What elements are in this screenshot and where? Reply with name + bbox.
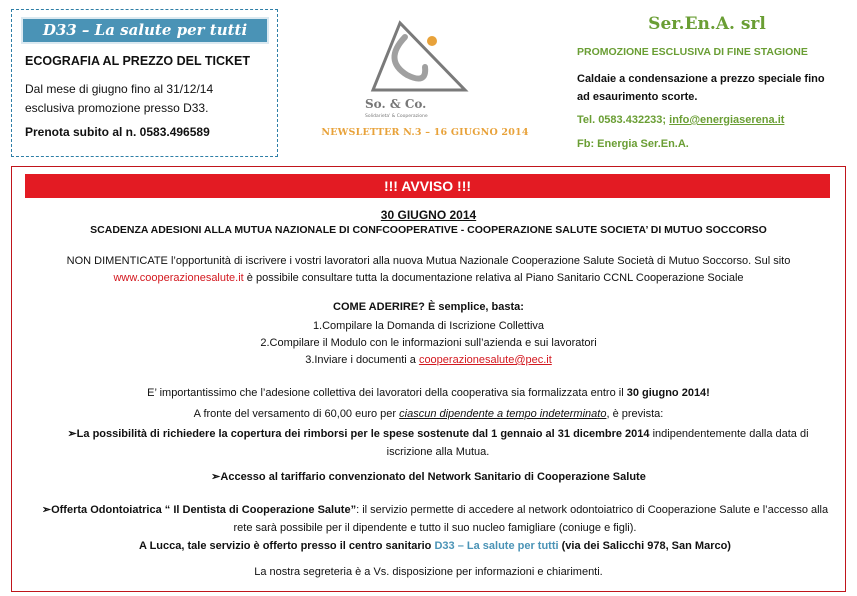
notice-date: 30 GIUGNO 2014 (380, 208, 477, 222)
serena-facebook: Fb: Energia Ser.En.A. (577, 138, 689, 150)
serena-promo: PROMOZIONE ESCLUSIVA DI FINE STAGIONE (577, 46, 808, 58)
benefit-1-text: indipendentemente dalla data di iscrizione alla Mutua. (386, 428, 809, 458)
benefit-dental (40, 501, 830, 555)
step-2: 2.Compilare il Modulo con le informazioni sull’azienda e sui lavoratori (260, 337, 597, 349)
fee-text-a: A fronte del versamento di 60,00 euro per (193, 408, 400, 420)
notice-deadline: SCADENZA ADESIONI ALLA MUTUA NAZIONALE DI CONFCOOPERATIVE - COOPERAZIONE SALUTE SOCIETA’ DI MUTUO SOCCORSO (90, 224, 767, 236)
fee-text-c: , è prevista: (606, 408, 664, 420)
important-text: E’ importantissimo che l’adesione collettiva dei lavoratori della cooperativa sia formalizzata entro il (147, 387, 627, 399)
d33-ad-box (11, 9, 278, 157)
logo-tagline: Solidarieta' & Cooperazione (365, 114, 428, 119)
serena-tel: Tel. 0583.432233; (577, 114, 667, 126)
benefit-3-address: (via dei Salicchi 978, San Marco) (558, 540, 731, 552)
important-note (12, 387, 845, 399)
serena-email-link[interactable]: info@energiaserena.it (669, 114, 785, 126)
benefit-reimbursement (48, 425, 828, 461)
notice-box (11, 166, 846, 592)
step-3: 3.Inviare i documenti a (305, 354, 419, 366)
d33-text-line1: Dal mese di giugno fino al 31/12/14 (25, 82, 214, 96)
d33-title: D33 – La salute per tutti (21, 17, 269, 44)
steps-list (12, 318, 845, 369)
closing-note: La nostra segreteria è a Vs. disposizione per informazioni e chiarimenti. (254, 566, 603, 578)
serena-title: Ser.En.A. srl (648, 14, 766, 34)
serena-contact (577, 114, 784, 126)
logo-brand: So. & Co. (365, 97, 427, 111)
benefit-1-bold: ➢La possibilità di richiedere la copertura dei rimborsi per le spese sostenute dal 1 gennaio al 31 dicembre 2014 (67, 428, 650, 440)
notice-intro (12, 253, 845, 287)
pec-email-link[interactable]: cooperazionesalute@pec.it (418, 354, 552, 366)
benefit-3-lucca: A Lucca, tale servizio è offerto presso il centro sanitario (139, 540, 435, 552)
so-co-logo (345, 15, 495, 120)
cooperazione-site-link[interactable]: www.cooperazionesalute.it (113, 272, 244, 284)
newsletter-label: NEWSLETTER N.3 – 16 GIUGNO 2014 (321, 127, 529, 138)
avviso-banner: !!! AVVISO !!! (25, 174, 830, 198)
how-to-heading: COME ADERIRE? È semplice, basta: (333, 301, 524, 313)
intro-text: NON DIMENTICATE l’opportunità di iscrivere i vostri lavoratori alla nuova Mutua Nazionale Cooperazione Salute Società di Mutuo Soccorso. Sul sito (66, 255, 791, 267)
d33-text (25, 80, 270, 118)
intro-text-2: è possibile consultare tutta la documentazione relativa al Piano Sanitario CCNL Cooperazione Sociale (243, 272, 744, 284)
step-1: 1.Compilare la Domanda di Iscrizione Collettiva (312, 320, 545, 332)
serena-body: Caldaie a condensazione a prezzo speciale fino ad esaurimento scorte. (577, 73, 825, 103)
d33-subtitle: ECOGRAFIA AL PREZZO DEL TICKET (25, 54, 251, 68)
important-date: 30 giugno 2014! (626, 387, 710, 399)
benefit-network: ➢Accesso al tariffario convenzionato del Network Sanitario di Cooperazione Salute (211, 471, 646, 483)
d33-phone: Prenota subito al n. 0583.496589 (25, 125, 210, 139)
fee-text-b: ciascun dipendente a tempo indeterminato (399, 408, 607, 420)
d33-text-line2: esclusiva promozione presso D33. (25, 101, 209, 115)
benefit-3-text: : il servizio permette di accedere al network odontoiatrico di Cooperazione Salute e l’accesso alla rete sarà possibile per il dipendente e tutto il suo nucleo famigliare (coniuge e figli). (233, 504, 829, 534)
fee-note (12, 408, 845, 420)
benefit-3-bold: ➢Offerta Odontoiatrica “ Il Dentista di Cooperazione Salute” (41, 504, 357, 516)
benefit-3-d33: D33 – La salute per tutti (434, 540, 559, 552)
